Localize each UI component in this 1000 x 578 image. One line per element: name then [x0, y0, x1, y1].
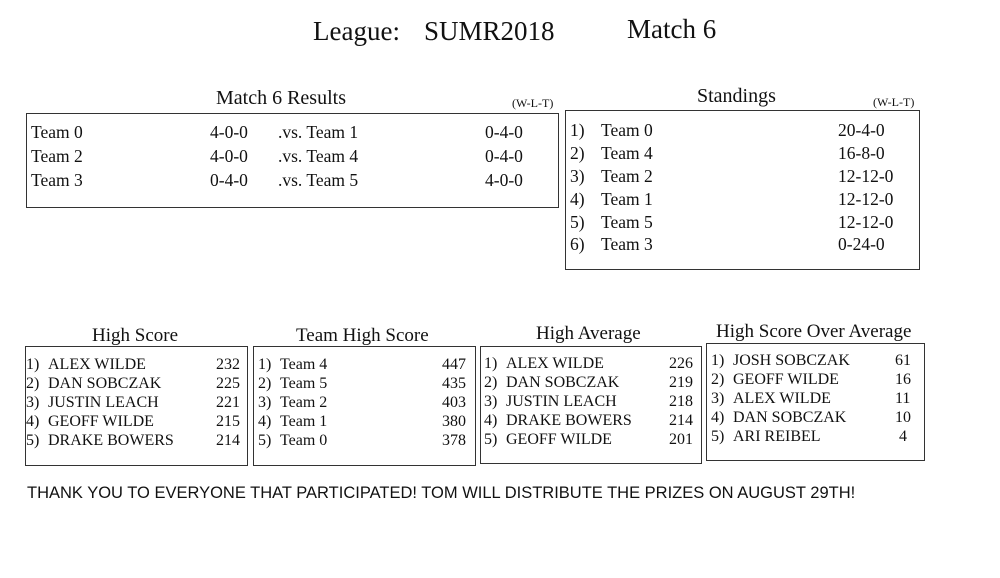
team-high-score-row	[254, 394, 475, 413]
high-over-average-name: ALEX WILDE	[733, 390, 831, 407]
standings-record: 12-12-0	[838, 166, 894, 186]
high-average-row	[481, 374, 701, 393]
team-high-score-row	[254, 413, 475, 432]
team-high-score-title: Team High Score	[296, 325, 429, 346]
league-label: League:	[313, 16, 400, 46]
high-over-average-title: High Score Over Average	[716, 321, 912, 342]
results-table	[26, 113, 559, 208]
standings-title: Standings	[697, 85, 776, 107]
high-score-value: 214	[216, 432, 240, 449]
standings-team: Team 4	[601, 143, 653, 163]
high-over-average-row	[707, 409, 924, 428]
standings-row	[566, 212, 919, 235]
team-high-score-rank: 3)	[258, 394, 272, 411]
results-row	[27, 146, 558, 169]
standings-rank: 6)	[570, 234, 585, 254]
high-over-average-row	[707, 371, 924, 390]
high-average-name: ALEX WILDE	[506, 355, 604, 372]
high-over-average-name: JOSH SOBCZAK	[733, 352, 850, 369]
results-opp-record: 0-4-0	[485, 122, 523, 142]
high-over-average-value: 4	[899, 428, 907, 445]
team-high-score-value: 447	[442, 356, 466, 373]
team-high-score-rank: 5)	[258, 432, 272, 449]
results-team: Team 0	[31, 122, 83, 142]
high-over-average-rank: 5)	[711, 428, 725, 445]
high-over-average-value: 10	[895, 409, 911, 426]
high-average-rank: 5)	[484, 431, 498, 448]
high-average-name: JUSTIN LEACH	[506, 393, 617, 410]
team-high-score-value: 378	[442, 432, 466, 449]
results-vs: .vs. Team 4	[278, 146, 359, 166]
team-high-score-rank: 2)	[258, 375, 272, 392]
high-average-value: 201	[669, 431, 693, 448]
high-score-name: JUSTIN LEACH	[48, 394, 159, 411]
team-high-score-value: 403	[442, 394, 466, 411]
team-high-score-name: Team 1	[280, 413, 328, 430]
high-score-value: 221	[216, 394, 240, 411]
team-high-score-value: 380	[442, 413, 466, 430]
standings-team: Team 5	[601, 212, 653, 232]
high-score-row	[26, 432, 247, 451]
high-score-value: 225	[216, 375, 240, 392]
standings-row	[566, 234, 919, 257]
high-over-average-value: 61	[895, 352, 911, 369]
high-average-value: 218	[669, 393, 693, 410]
team-high-score-name: Team 4	[280, 356, 328, 373]
standings-record: 12-12-0	[838, 212, 894, 232]
high-over-average-rank: 1)	[711, 352, 725, 369]
high-score-row	[26, 394, 247, 413]
standings-rank: 3)	[570, 166, 585, 186]
high-average-value: 226	[669, 355, 693, 372]
high-score-rank: 2)	[26, 375, 40, 392]
results-team: Team 3	[31, 170, 83, 190]
high-over-average-row	[707, 352, 924, 371]
high-score-name: DRAKE BOWERS	[48, 432, 174, 449]
standings-rank: 5)	[570, 212, 585, 232]
team-high-score-row	[254, 432, 475, 451]
high-score-value: 215	[216, 413, 240, 430]
results-opp-record: 0-4-0	[485, 146, 523, 166]
high-score-row	[26, 413, 247, 432]
standings-row	[566, 143, 919, 166]
results-row	[27, 170, 558, 193]
standings-wlt-label: (W-L-T)	[873, 95, 915, 109]
team-high-score-rank: 1)	[258, 356, 272, 373]
high-over-average-value: 11	[895, 390, 911, 407]
high-score-row	[26, 356, 247, 375]
results-opp-record: 4-0-0	[485, 170, 523, 190]
high-score-row	[26, 375, 247, 394]
high-over-average-name: DAN SOBCZAK	[733, 409, 847, 426]
high-over-average-rank: 4)	[711, 409, 725, 426]
results-wlt-label: (W-L-T)	[512, 96, 554, 110]
high-average-row	[481, 431, 701, 450]
standings-row	[566, 166, 919, 189]
high-over-average-value: 16	[895, 371, 911, 388]
high-average-name: DAN SOBCZAK	[506, 374, 620, 391]
results-team: Team 2	[31, 146, 83, 166]
match-label: Match 6	[627, 14, 717, 44]
high-average-rank: 3)	[484, 393, 498, 410]
league-name: SUMR2018	[424, 16, 555, 46]
high-over-average-row	[707, 428, 924, 447]
high-average-table	[480, 346, 702, 464]
team-high-score-rank: 4)	[258, 413, 272, 430]
high-score-rank: 4)	[26, 413, 40, 430]
high-average-name: DRAKE BOWERS	[506, 412, 632, 429]
standings-row	[566, 189, 919, 212]
team-high-score-row	[254, 375, 475, 394]
thank-you-note: THANK YOU TO EVERYONE THAT PARTICIPATED! TOM WILL DISTRIBUTE THE PRIZES ON AUGUST 29TH!	[27, 484, 856, 502]
results-row	[27, 122, 558, 145]
high-score-rank: 5)	[26, 432, 40, 449]
high-over-average-row	[707, 390, 924, 409]
high-score-table	[25, 346, 248, 466]
high-average-title: High Average	[536, 323, 641, 344]
standings-rank: 1)	[570, 120, 585, 140]
high-score-value: 232	[216, 356, 240, 373]
team-high-score-name: Team 2	[280, 394, 328, 411]
high-score-name: ALEX WILDE	[48, 356, 146, 373]
standings-team: Team 0	[601, 120, 653, 140]
high-average-value: 219	[669, 374, 693, 391]
high-average-row	[481, 355, 701, 374]
high-average-rank: 4)	[484, 412, 498, 429]
high-average-rank: 1)	[484, 355, 498, 372]
results-record: 0-4-0	[210, 170, 248, 190]
results-record: 4-0-0	[210, 122, 248, 142]
high-average-row	[481, 412, 701, 431]
standings-row	[566, 120, 919, 143]
results-vs: .vs. Team 5	[278, 170, 359, 190]
team-high-score-row	[254, 356, 475, 375]
standings-record: 16-8-0	[838, 143, 885, 163]
high-average-name: GEOFF WILDE	[506, 431, 612, 448]
standings-team: Team 3	[601, 234, 653, 254]
high-score-rank: 1)	[26, 356, 40, 373]
results-title: Match 6 Results	[216, 87, 346, 109]
team-high-score-name: Team 5	[280, 375, 328, 392]
results-record: 4-0-0	[210, 146, 248, 166]
high-average-value: 214	[669, 412, 693, 429]
team-high-score-table	[253, 346, 476, 466]
high-over-average-table	[706, 343, 925, 461]
standings-record: 20-4-0	[838, 120, 885, 140]
standings-rank: 4)	[570, 189, 585, 209]
team-high-score-name: Team 0	[280, 432, 328, 449]
high-score-name: GEOFF WILDE	[48, 413, 154, 430]
high-score-rank: 3)	[26, 394, 40, 411]
standings-table	[565, 110, 920, 270]
team-high-score-value: 435	[442, 375, 466, 392]
high-score-name: DAN SOBCZAK	[48, 375, 162, 392]
standings-team: Team 2	[601, 166, 653, 186]
high-score-title: High Score	[92, 325, 179, 346]
standings-team: Team 1	[601, 189, 653, 209]
high-over-average-rank: 2)	[711, 371, 725, 388]
results-vs: .vs. Team 1	[278, 122, 359, 142]
high-over-average-rank: 3)	[711, 390, 725, 407]
standings-rank: 2)	[570, 143, 585, 163]
high-over-average-name: GEOFF WILDE	[733, 371, 839, 388]
high-average-row	[481, 393, 701, 412]
high-average-rank: 2)	[484, 374, 498, 391]
high-over-average-name: ARI REIBEL	[733, 428, 821, 445]
standings-record: 12-12-0	[838, 189, 894, 209]
standings-record: 0-24-0	[838, 234, 885, 254]
